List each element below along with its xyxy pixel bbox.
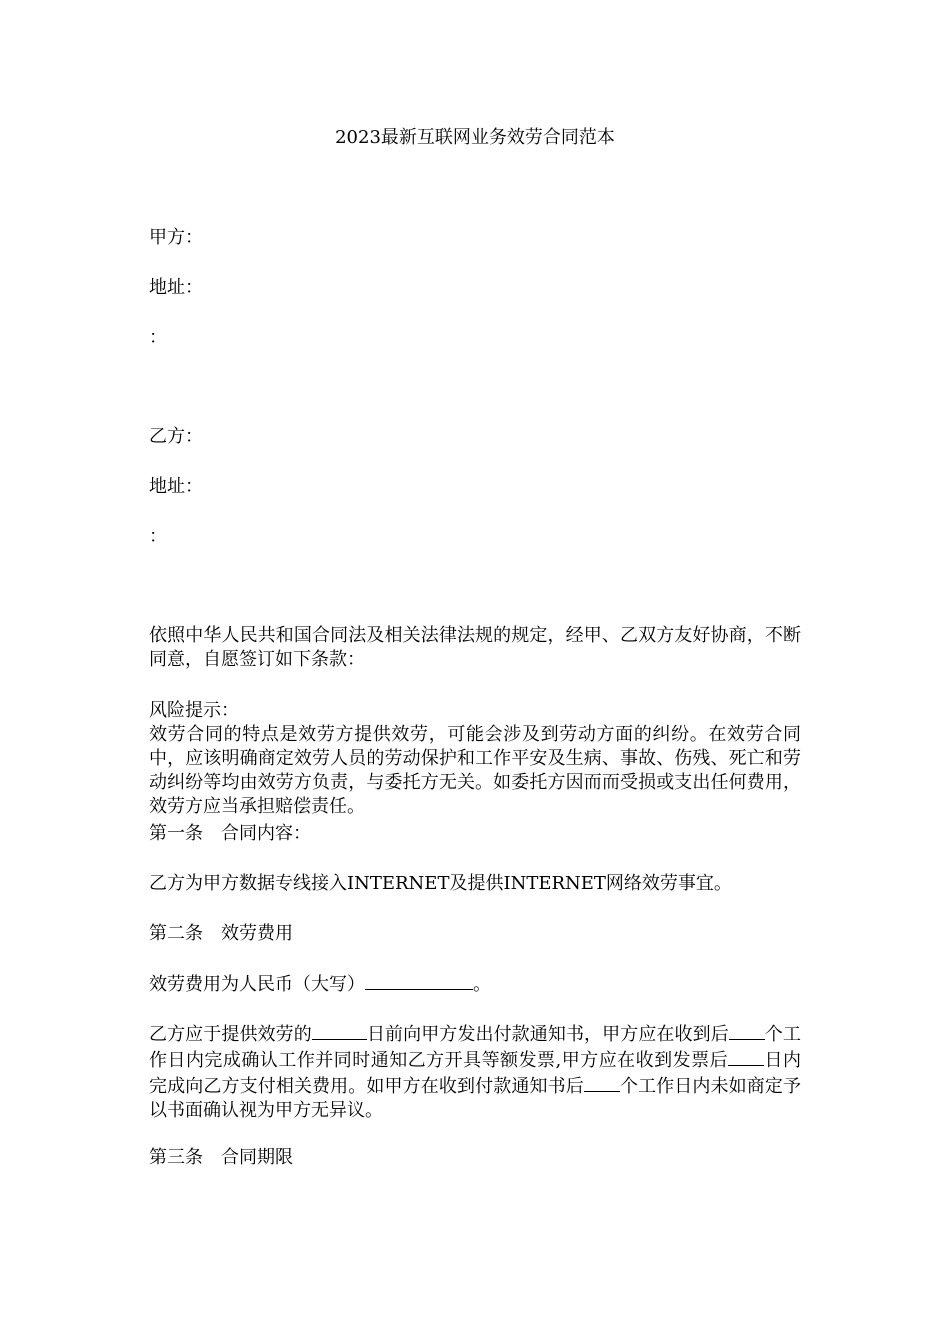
party-a-address-label: 地址： [149,277,203,298]
article-1-heading: 第一条 合同内容： [149,823,311,844]
party-a-label: 甲方： [149,227,203,248]
risk-heading: 风险提示： [149,700,239,721]
article-3-heading: 第三条 合同期限 [149,1147,293,1168]
payment-blank-2 [729,1021,765,1040]
party-b-extra-label: ： [149,526,167,547]
payment-text-2: 日前向甲方发出付款通知书，甲方应在收到后 [366,1024,729,1045]
document-title: 2023最新互联网业务效劳合同范本 [335,127,615,148]
fee-amount-blank [365,971,473,990]
payment-blank-3 [728,1047,764,1066]
party-b-address-label: 地址： [149,476,203,497]
party-a-extra-label: ： [149,327,167,348]
fee-line [149,971,491,997]
payment-paragraph [149,1021,801,1123]
payment-blank-1 [312,1021,367,1040]
party-b-label: 乙方： [149,426,203,447]
fee-end: 。 [473,974,491,995]
risk-paragraph: 效劳合同的特点是效劳方提供效劳，可能会涉及到劳动方面的纠纷。在效劳合同中，应该明确商定效劳人员的劳动保护和工作平安及生病、事故、伤残、死亡和劳动纠纷等均由效劳方负责，与委托方无关。如委托方因而而受损或支出任何费用，效劳方应当承担赔偿责任。 [149,724,801,817]
payment-blank-4 [584,1073,620,1092]
payment-text-1: 乙方应于提供效劳的 [149,1024,312,1045]
payment-text-3: 个工作日内完成确认工作并同时通知乙方开具等额发票,甲方应在收到发票后 [149,1024,801,1071]
fee-text: 效劳费用为人民币（大写） [149,974,365,995]
preamble-paragraph: 依照中华人民共和国合同法及相关法律法规的规定，经甲、乙双方友好协商，不断同意，自愿签订如下条款： [149,625,801,670]
payment-text-4: 日内完成向乙方支付相关费用。如甲方在收到付款通知书后 [149,1050,802,1097]
article-1-body: 乙方为甲方数据专线接入INTERNET及提供INTERNET网络效劳事宜。 [149,873,732,894]
payment-text-5: 个工作日内未如商定予以书面确认视为甲方无异议。 [149,1076,802,1121]
article-2-heading: 第二条 效劳费用 [149,923,293,944]
